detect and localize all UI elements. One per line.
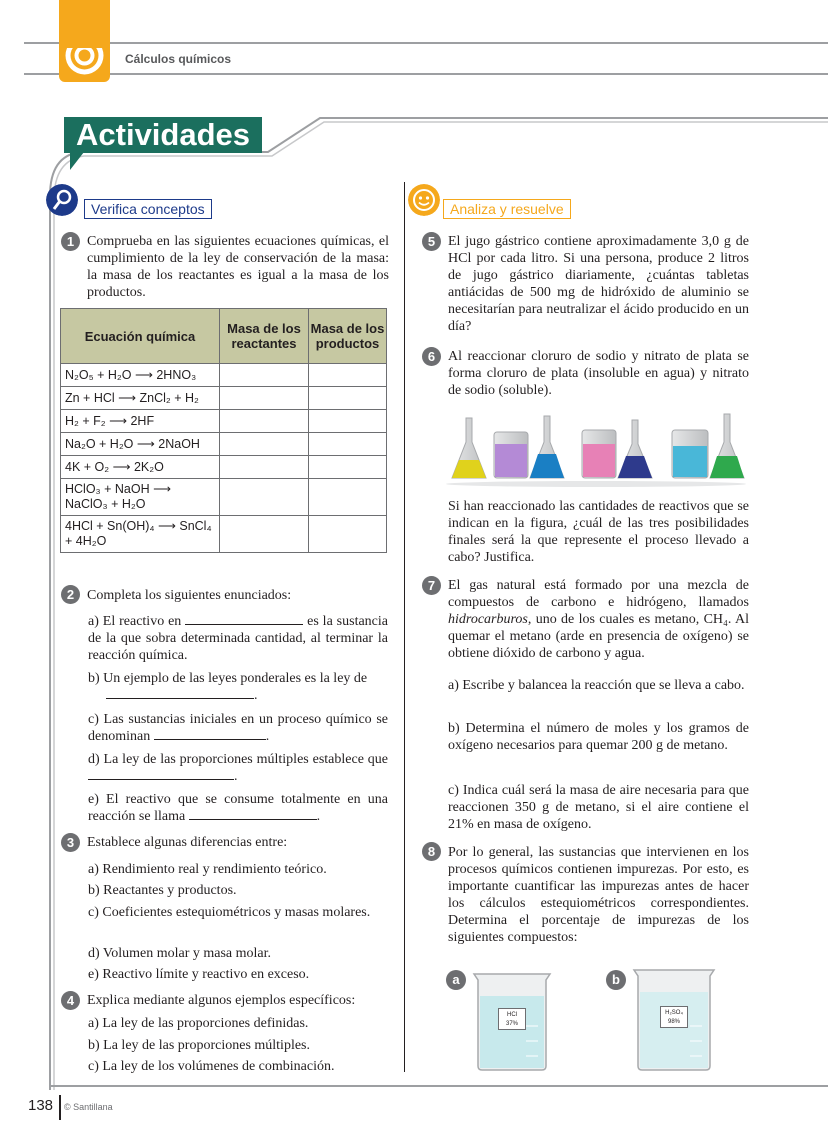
chapter-title: Cálculos químicos (125, 52, 232, 66)
activities-banner: Actividades (64, 117, 262, 153)
question-number-2: 2 (61, 585, 80, 604)
item-e-text: e) El reactivo que se consume totalmente en una reacción se llama (88, 792, 388, 824)
beakers-drawing (446, 966, 746, 1072)
item-b-text: b) Un ejemplo de las leyes ponderales es la ley de (88, 671, 368, 686)
blank-field[interactable] (189, 808, 317, 820)
answer-cell[interactable] (309, 516, 387, 553)
magnifier-icon (46, 184, 78, 216)
beaker-a-label (498, 1008, 526, 1030)
smiley-icon (408, 184, 440, 216)
table-row-equation: HClO₃ + NaOH ⟶ NaClO₃ + H₂O (61, 479, 220, 516)
spiral-logo-icon (63, 34, 106, 77)
beaker-b-tag: b (606, 970, 626, 990)
table-row-equation: 4K + O₂ ⟶ 2K₂O (61, 456, 220, 479)
section-analiza-resuelve: Analiza y resuelve (443, 199, 571, 219)
question-3-text: Establece algunas diferencias entre: (87, 835, 288, 850)
answer-cell[interactable] (220, 410, 309, 433)
answer-cell[interactable] (309, 364, 387, 387)
banner-tail (70, 152, 84, 170)
table-header-products: Masa de los productos (309, 309, 387, 364)
question-2-item-c: c) Las sustancias iniciales en un proceso químico se denominan . (88, 712, 388, 744)
question-3-item: e) Reactivo límite y reactivo en exceso. (88, 967, 310, 982)
question-7-part1: El gas natural está formado por una mezcla de compuestos de carbono e hidrógeno, llamados (448, 578, 749, 610)
blank-field[interactable] (185, 613, 303, 625)
question-2-item-a (88, 613, 388, 664)
beaker-a-purity: 37% (505, 1021, 518, 1027)
question-6-text: Al reaccionar cloruro de sodio y nitrato de plata se forma cloruro de plata (insoluble en agua) y nitrato de sodio (soluble). (448, 349, 749, 398)
question-number-7: 7 (422, 576, 441, 595)
footer-divider (59, 1095, 61, 1120)
answer-cell[interactable] (309, 433, 387, 456)
answer-cell[interactable] (309, 456, 387, 479)
question-number-4: 4 (61, 991, 80, 1010)
question-number-5: 5 (422, 232, 441, 251)
item-c-text: c) Las sustancias iniciales en un proceso químico se denominan (88, 712, 388, 744)
table-row-equation: N₂O₅ + H₂O ⟶ 2HNO₃ (61, 364, 220, 387)
beaker-b-label (660, 1006, 688, 1028)
question-3-item: d) Volumen molar y masa molar. (88, 946, 272, 961)
answer-cell[interactable] (220, 364, 309, 387)
question-7-item: c) Indica cuál será la masa de aire necesaria para que reaccionen 350 g de metano, si el aire contiene el 21% en masa de oxígeno. (448, 783, 749, 832)
answer-cell[interactable] (220, 456, 309, 479)
question-4-item: b) La ley de las proporciones múltiples. (88, 1038, 310, 1053)
question-7-text (448, 577, 749, 662)
answer-cell[interactable] (220, 387, 309, 410)
blank-field[interactable] (88, 768, 234, 780)
question-6-text-2: Si han reaccionado las cantidades de reactivos que se indican en la figura, ¿cuál de las tres posibilidades finales será la que represente el proceso llevado a cabo? Justifica. (448, 499, 749, 565)
question-2-item-d: d) La ley de las proporciones múltiples establece que . (88, 752, 388, 784)
header-tab (59, 0, 110, 82)
beaker-b-purity: 98% (667, 1019, 680, 1025)
question-number-3: 3 (61, 833, 80, 852)
table-header-reactants: Masa de los reactantes (220, 309, 309, 364)
table-row-equation: H₂ + F₂ ⟶ 2HF (61, 410, 220, 433)
question-number-6: 6 (422, 347, 441, 366)
mass-conservation-table (60, 308, 387, 553)
question-3-item: a) Rendimiento real y rendimiento teórico. (88, 862, 327, 877)
table-row-equation: Na₂O + H₂O ⟶ 2NaOH (61, 433, 220, 456)
question-number-8: 8 (422, 842, 441, 861)
question-7-part2: , uno de los cuales es metano, CH₄. Al quemar el metano (arde en presencia de oxígeno) se obtiene dióxido de carbono y agua. (448, 612, 749, 661)
question-7-term: hidrocarburos (448, 612, 528, 627)
question-4-item: c) La ley de los volúmenes de combinación. (88, 1059, 335, 1074)
beaker-b-compound: H₂SO₄ (665, 1010, 683, 1016)
question-4-item: a) La ley de las proporciones definidas. (88, 1016, 309, 1031)
question-number-1: 1 (61, 232, 80, 251)
header-rule-top (24, 42, 828, 44)
item-a-part1: a) El reactivo en (88, 614, 182, 629)
question-8-text: Por lo general, las sustancias que intervienen en los procesos químicos contienen impurezas. Por esto, es importante cuantificar las impurezas antes de hacer los cálculos estequiométricos correspondientes. Determina el porcentaje de impurezas de los siguientes compuestos: (448, 845, 749, 945)
question-2-item-b: b) Un ejemplo de las leyes ponderales es la ley de . (88, 671, 368, 703)
question-3-item: b) Reactantes y productos. (88, 883, 237, 898)
question-2-item-e: e) El reactivo que se consume totalmente en una reacción se llama . (88, 792, 388, 824)
item-d-text: d) La ley de las proporciones múltiples establece que (88, 752, 388, 767)
question-7-item: b) Determina el número de moles y los gramos de oxígeno necesarios para quemar 200 g de metano. (448, 721, 749, 753)
question-2-text: Completa los siguientes enunciados: (87, 588, 292, 603)
page-number: 138 (28, 1097, 54, 1114)
item-a-part2: es la sustancia de la que sobra determinada cantidad, al terminar la reacción química. (88, 614, 389, 663)
answer-cell[interactable] (309, 410, 387, 433)
answer-cell[interactable] (220, 516, 309, 553)
column-separator (404, 182, 405, 1072)
question-7-item: a) Escribe y balancea la reacción que se lleva a cabo. (448, 678, 745, 693)
answer-cell[interactable] (309, 387, 387, 410)
question-5-text: El jugo gástrico contiene aproximadamente 3,0 g de HCl por cada litro. Si una persona, produce 2 litros de jugo gástrico diariamente, ¿cuántas tabletas antiácidas de 500 mg de hidróxido de aluminio se necesitarían para neutralizar el ácido producido en un día? (448, 234, 749, 334)
flasks-illustration (446, 408, 754, 488)
question-1-text: Comprueba en las siguientes ecuaciones químicas, el cumplimiento de la ley de conservación de la masa: la masa de los reactantes es igual a la masa de los productos. (87, 234, 389, 300)
section-verifica-conceptos: Verifica conceptos (84, 199, 212, 219)
table-row-equation: 4HCl + Sn(OH)₄ ⟶ SnCl₄ + 4H₂O (61, 516, 220, 553)
blank-field[interactable] (154, 728, 266, 740)
answer-cell[interactable] (309, 479, 387, 516)
beakers-illustration (446, 966, 746, 1072)
blank-field[interactable] (106, 687, 254, 699)
header-rule-bottom (24, 73, 828, 75)
table-header-equation: Ecuación química (61, 309, 220, 364)
question-4-text: Explica mediante algunos ejemplos específicos: (87, 993, 356, 1008)
copyright: © Santillana (64, 1102, 113, 1112)
beaker-a-compound: HCl (507, 1012, 517, 1018)
question-3-item: c) Coeficientes estequiométricos y masas molares. (88, 905, 371, 920)
beaker-a-tag: a (446, 970, 466, 990)
answer-cell[interactable] (220, 479, 309, 516)
table-row-equation: Zn + HCl ⟶ ZnCl₂ + H₂ (61, 387, 220, 410)
answer-cell[interactable] (220, 433, 309, 456)
